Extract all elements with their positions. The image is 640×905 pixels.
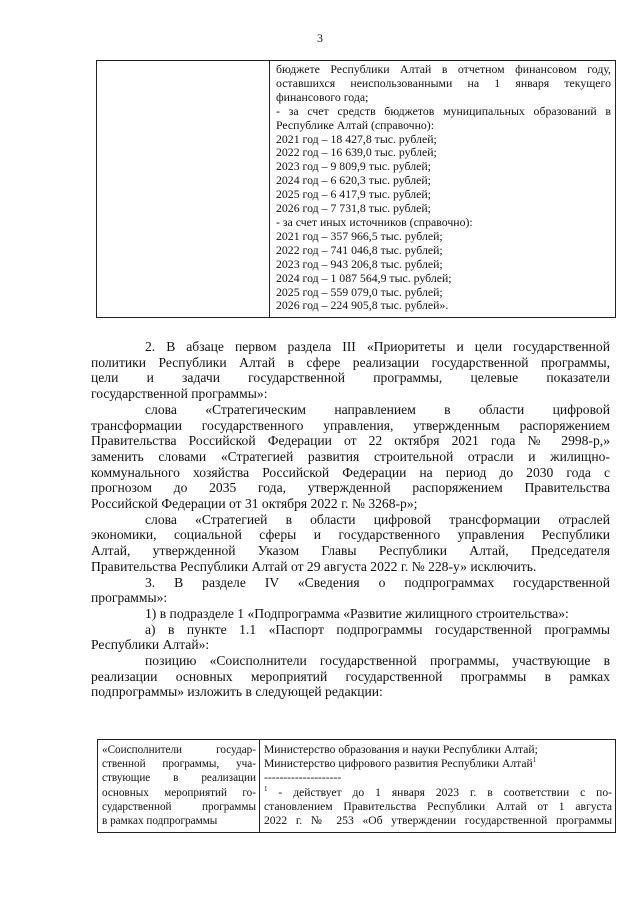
footnote-mark: 1 bbox=[264, 784, 268, 793]
text-line: ствующие в реализации bbox=[102, 772, 256, 785]
table-text-line: 2025 год – 559 079,0 тыс. рублей; bbox=[276, 284, 443, 299]
text-line: Правительства Республики Алтай от 29 августа 2022 г. № 228-у» исключить. bbox=[91, 558, 537, 574]
text-line: Алтай, утвержденной Указом Главы Республики Алтай, Председателя bbox=[91, 543, 610, 559]
page-number: 3 bbox=[317, 31, 323, 45]
text-line: 2. В абзаце первом раздела III «Приоритеты и цели государственной bbox=[145, 339, 610, 354]
table-cell-right bbox=[270, 61, 616, 318]
footnote-line: 2022 г. № 253 «Об утверждении государственной программы bbox=[264, 814, 612, 828]
table-text-line: 2022 год – 16 639,0 тыс. рублей; bbox=[276, 145, 437, 160]
text-line: 1) в подразделе 1 «Подпрограмма «Развитие жилищного строительства»: bbox=[145, 605, 569, 621]
table-text-line: 2025 год – 6 417,9 тыс. рублей; bbox=[276, 187, 431, 202]
text-line: позицию «Соисполнители государственной программы, участвующие в bbox=[145, 653, 610, 669]
text-line: сударственной программы bbox=[102, 800, 256, 813]
text-line: «Соисполнители государ- bbox=[102, 744, 256, 756]
text-line: ственной программы, уча- bbox=[102, 758, 256, 771]
paragraph bbox=[91, 653, 610, 700]
table-row bbox=[97, 61, 616, 318]
paragraph bbox=[91, 575, 610, 606]
text-line: прогнозом до 2035 года, утвержденной распоряжением Правительства bbox=[91, 480, 610, 496]
footnote-separator: -------------------- bbox=[264, 771, 342, 785]
table-text-line: 2024 год – 1 087 564,9 тыс. рублей; bbox=[276, 270, 452, 285]
text-line: Республики Алтай»: bbox=[91, 637, 210, 653]
table-text-line: оставшихся неиспользованными на 1 января текущего bbox=[276, 75, 611, 90]
document-body bbox=[91, 339, 610, 700]
text-line: коммунального хозяйства Российской Федерации на период до 2030 года с bbox=[91, 464, 610, 480]
text-line: а) в пункте 1.1 «Паспорт подпрограммы государственной программы bbox=[145, 621, 610, 637]
paragraph bbox=[91, 402, 610, 512]
executor-text: Министерство цифрового развития Республики Алтай bbox=[264, 757, 533, 771]
text-line: заменить словами «Стратегией развития строительной отрасли и жилищно- bbox=[91, 448, 610, 464]
text-line: трансформации государственного управления, утвержденным распоряжением bbox=[91, 417, 610, 433]
executor-line bbox=[264, 757, 612, 771]
table-text-line: 2022 год – 741 046,8 тыс. рублей; bbox=[276, 242, 443, 257]
table-text-line: 2023 год – 9 809,9 тыс. рублей; bbox=[276, 159, 431, 174]
table-cell-left bbox=[97, 61, 270, 318]
table-text-line: 2021 год – 357 966,5 тыс. рублей; bbox=[276, 228, 443, 243]
funding-table bbox=[96, 60, 616, 318]
table-text-line: 2021 год – 18 427,8 тыс. рублей; bbox=[276, 131, 437, 146]
table-text-line: - за счет иных источников (справочно): bbox=[276, 214, 473, 229]
footnote-line: становлением Правительства Республики Алтай от 1 августа bbox=[264, 799, 612, 813]
text-line: государственной программы»: bbox=[91, 386, 268, 402]
passport-table bbox=[97, 739, 616, 833]
executor-line: Министерство образования и науки Республики Алтай; bbox=[264, 743, 538, 756]
table-text-line: Республике Алтай (справочно): bbox=[276, 117, 435, 132]
text-line: слова «Стратегическим направлением в области цифровой bbox=[145, 401, 610, 417]
footnote bbox=[264, 786, 612, 829]
text-line: подпрограммы» изложить в следующей редакции: bbox=[91, 684, 383, 700]
text-line: экономики, социальной сферы и государственного управления Республики bbox=[91, 527, 610, 543]
table-text-line: 2026 год – 7 731,8 тыс. рублей; bbox=[276, 201, 431, 216]
passport-position-value bbox=[260, 740, 616, 833]
text-line: слова «Стратегией в области цифровой трансформации отраслей bbox=[145, 511, 610, 527]
paragraph bbox=[91, 606, 610, 622]
table-text-line: финансового года; bbox=[276, 89, 369, 104]
passport-position-name bbox=[98, 740, 260, 833]
table-text-line: бюджете Республики Алтай в отчетном финансовом году, bbox=[276, 62, 611, 76]
paragraph bbox=[91, 622, 610, 653]
text-line: основных мероприятий го- bbox=[102, 786, 256, 799]
text-line: 3. В разделе IV «Сведения о подпрограммах государственной bbox=[145, 574, 610, 590]
text-line: реализации основных мероприятий государственной программы в рамках bbox=[91, 668, 610, 684]
text-line: Российской Федерации от 31 октября 2022 г. № 3268-р»; bbox=[91, 496, 418, 512]
table-text-line: - за счет средств бюджетов муниципальных образований в bbox=[276, 103, 611, 118]
text-line: в рамках подпрограммы bbox=[102, 815, 218, 828]
text-line: Правительства Российской Федерации от 22 октября 2021 года № 2998-р,» bbox=[91, 433, 610, 449]
paragraph bbox=[91, 512, 610, 575]
table-text-line: 2023 год – 943 206,8 тыс. рублей; bbox=[276, 256, 443, 271]
footnote-line: $^1$ - действует до 1 января 2023 г. в соответствии с по- bbox=[264, 784, 612, 799]
table-row bbox=[98, 740, 616, 833]
text-line: цели и задачи государственной программы, целевые показатели bbox=[91, 370, 610, 386]
footnote-ref: 1 bbox=[532, 756, 537, 765]
paragraph bbox=[91, 339, 610, 402]
text-line: программы»: bbox=[91, 590, 168, 606]
text-line: политики Республики Алтай в сфере реализации государственной программы, bbox=[91, 354, 610, 370]
table-text-line: 2024 год – 6 620,3 тыс. рублей; bbox=[276, 173, 431, 188]
table-text-line: 2026 год – 224 905,8 тыс. рублей». bbox=[276, 298, 449, 313]
